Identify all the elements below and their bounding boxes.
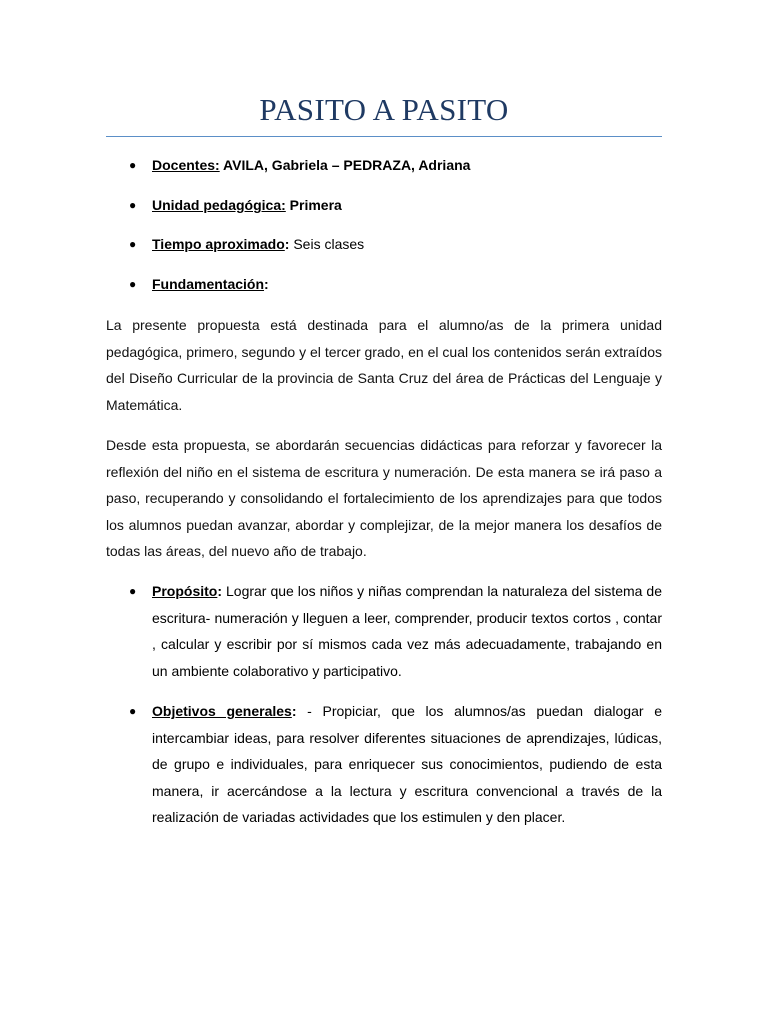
bullet-dot: ● [129, 237, 137, 251]
proposito-text: Lograr que los niños y niñas comprendan la naturaleza del sistema de escritura- numeración y lleguen a leer, comprender, producir textos cortos , contar , calcular y escribir por sí mismos cada vez más adecuadamente, trabajando en un ambiente colaborativo y participativo. [152, 583, 662, 679]
proposito-colon: : [217, 583, 223, 599]
objetivos-colon: : [291, 703, 297, 719]
title-underline-rule [106, 136, 662, 137]
bullet-tiempo-aproximado [129, 231, 662, 258]
bullet-fundamentacion [129, 271, 662, 298]
fundamentacion-label: Fundamentación [152, 276, 265, 292]
paragraph-1: La presente propuesta está destinada para el alumno/as de la primera unidad pedagógica, primero, segundo y el tercer grado, en el cual los contenidos serán extraídos del Diseño Curricular de la provincia de Santa Cruz del área de Prácticas del Lenguaje y Matemática. [106, 317, 662, 413]
bullet-dot: ● [129, 198, 137, 212]
document-title: PASITO A PASITO [259, 92, 509, 127]
unidad-label: Unidad pedagógica: [152, 197, 286, 213]
objetivos-text: - Propiciar, que los alumnos/as puedan dialogar e intercambiar ideas, para resolver diferentes situaciones de aprendizajes, lúdicas, de grupo e individuales, para enriquecer sus conocimientos, pudiendo de esta manera, ir acercándose a la lectura y escritura convencional a través de la realización de variadas actividades que los estimulen y den placer. [152, 703, 662, 825]
bullet-unidad-pedagogica [129, 192, 662, 219]
tiempo-value: Seis clases [289, 236, 365, 252]
tiempo-colon: : [284, 236, 290, 252]
paragraph-2: Desde esta propuesta, se abordarán secuencias didácticas para reforzar y favorecer la reflexión del niño en el sistema de escritura y numeración. De esta manera se irá paso a paso, recuperando y consolidando el fortalecimiento de los aprendizajes para que todos los alumnos puedan avanzar, abordar y complejizar, de la mejor manera los desafíos de todas las áreas, del nuevo año de trabajo. [106, 437, 662, 559]
fundamentacion-colon: : [264, 276, 269, 292]
tiempo-label: Tiempo aproximado [152, 236, 285, 252]
objetivos-label: Objetivos generales [152, 703, 292, 719]
proposito-label: Propósito [152, 583, 218, 599]
bullet-dot: ● [129, 704, 137, 718]
unidad-value: Primera [285, 197, 342, 213]
bullet-dot: ● [129, 158, 137, 172]
bullet-docentes [129, 152, 662, 179]
bullet-proposito [129, 578, 662, 684]
bullet-objetivos-generales [129, 698, 662, 831]
bullet-dot: ● [129, 277, 137, 291]
docentes-value: AVILA, Gabriela – PEDRAZA, Adriana [219, 157, 471, 173]
bullet-dot: ● [129, 584, 137, 598]
docentes-label: Docentes: [152, 157, 220, 173]
